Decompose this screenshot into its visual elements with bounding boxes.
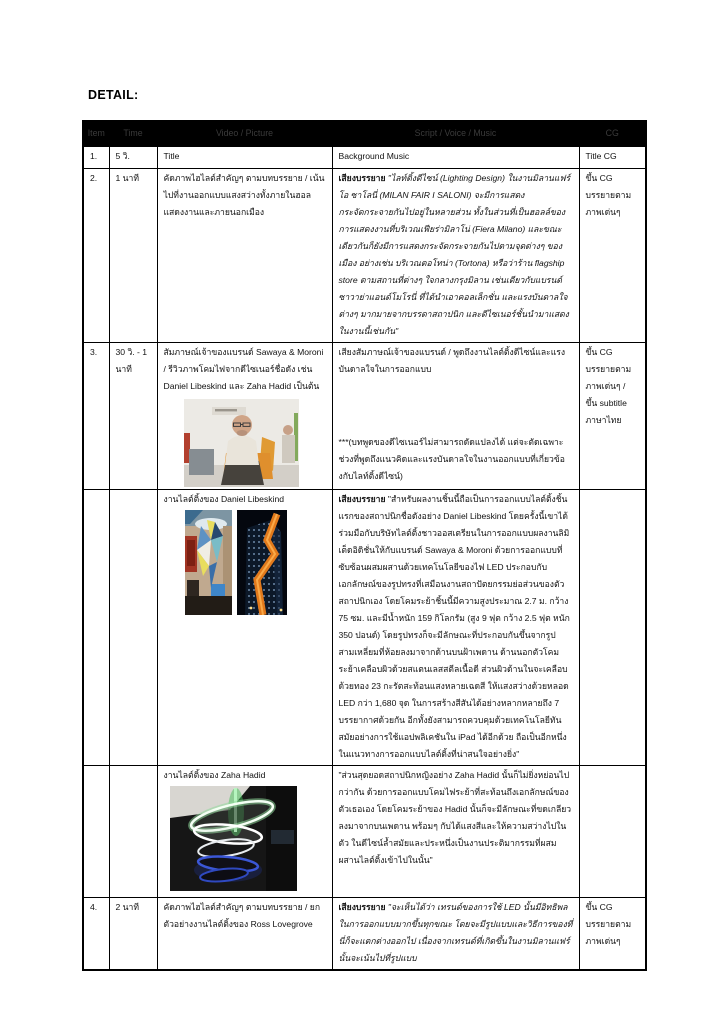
row3b-cg (579, 489, 646, 765)
narration-label: เสียงบรรยาย (338, 901, 386, 912)
row3-item: 3. (83, 342, 109, 489)
row1-script: Background Music (332, 146, 579, 168)
table-row (83, 342, 646, 489)
row3c-time (109, 765, 157, 897)
interview-photo (184, 399, 299, 487)
narration-label: เสียงบรรยาย (338, 493, 386, 504)
narration-text: "จะเห็นได้ว่า เทรนด์ของการใช้ LED นั้นมีอิทธิพลในการออกแบบมากขึ้นทุกขณะ โดยจะมีรูปแบบและวิธีการของที่นี่ก็จะแตกต่างออกไป เนื่องจากเทรนด์ที่เกิดขึ้นในงานมิลานแฟร์นั้นจะเน้นไปที่รูปแบบ (338, 901, 573, 963)
row2-script (332, 168, 579, 342)
row3b-video (157, 489, 332, 765)
editing-note: ***(บทพูดของดีไซเนอร์ไม่สามารถดัดแปลงได้ แต่จะตัดเฉพาะช่วงที่พูดถึงแนวคิดและแรงบันดาลใจในงานออกแบบที่เกี่ยวข้องกับไลท์ติ้งดีไซน์) (338, 436, 565, 481)
col-header-item: Item (83, 121, 109, 146)
row3c-video (157, 765, 332, 897)
table-row (83, 489, 646, 765)
row2-video: คัดภาพไฮไลต์สำคัญๆ ตามบทบรรยาย / เน้นไปที่งานออกแบบแสงสว่างทั้งภายในฮอลแสดงงานและภายนอกเมือง (157, 168, 332, 342)
row3c-script (332, 765, 579, 897)
row4-item: 4. (83, 897, 109, 970)
row3b-script (332, 489, 579, 765)
row1-item: 1. (83, 146, 109, 168)
narration-text: "ไลท์ติ้งดีไซน์ (Lighting Design) ในงานมิลานแฟร์ โอ ซาโลนี่ (MILAN FAIR I SALONI) จะมีการแสดงกระจัดกระจายกันไปอยู่ในหลายส่วน ทั้งในส่วนที่เป็นฮอลล์ของการแสดงงานที่บริเวณเฟียร่ามิลาโน่ (Fiera Milano) และขณะเดียวกันก็ยังมีการแสดงกระจัดกระจายกันไปตามจุดต่างๆ ของเมือง อย่างเช่น บริเวณตอโทน่า (Tortona) หรือว่าร้าน flagship store ตามสถานที่ต่างๆ ใจกลางกรุงมิลาน เช่นเดียวกับแบรนด์ซาวาย่าแอนด์โมโรนี่ ที่ได้นำเอาคอลเล็กชั่น และแรงบันดาลใจต่างๆ มากมายจากบรรดาสถาปนิก และดีไซเนอร์ชั้นนำมาแสดงในงานนี้เช่นกัน" (338, 172, 571, 336)
video-description: สัมภาษณ์เจ้าของแบรนด์ Sawaya & Moroni / รีวิวภาพโคมไฟจากดีไซเนอร์ชื่อดัง เช่น Daniel Libeskind และ Zaha Hadid เป็นต้น (163, 346, 324, 391)
col-header-time: Time (109, 121, 157, 146)
row4-script (332, 897, 579, 970)
narration-text: "ส่วนสุดยอดสถาปนิกหญิงอย่าง Zaha Hadid นั้นก็ไม่ยิ่งหย่อนไปกว่ากัน ด้วยการออกแบบโคมไฟระย้าที่สะท้อนถึงเอกลักษณ์ของตัวเธอเอง โดยโคมระย้าของ Hadid นั้นก็จะมีลักษณะที่ขดเกลียวลงมาจากบนเพดาน พร้อมๆ กับได้แสงสีและให้ความสว่างไปในตัว ในดีไซน์ล้ำสมัยและประหนึ่งเป็นงานประติมากรรมที่ผสมผสานไลต์ติ้งเข้าไปในนั้น" (338, 769, 572, 865)
libeskind-tower-photo (237, 510, 287, 615)
col-header-cg: CG (579, 121, 646, 146)
row3-script (332, 342, 579, 489)
row1-video: Title (157, 146, 332, 168)
row3b-item (83, 489, 109, 765)
row1-cg: Title CG (579, 146, 646, 168)
row3-time: 30 วิ. - 1 นาที (109, 342, 157, 489)
row4-cg: ขึ้น CG บรรยายตามภาพเด่นๆ (579, 897, 646, 970)
row3b-time (109, 489, 157, 765)
row3-video (157, 342, 332, 489)
row3c-cg (579, 765, 646, 897)
row2-time: 1 นาที (109, 168, 157, 342)
row1-time: 5 วิ. (109, 146, 157, 168)
hadid-caption: งานไลต์ติ้งของ Zaha Hadid (163, 769, 266, 780)
col-header-video-picture: Video / Picture (157, 121, 332, 146)
table-row (83, 146, 646, 168)
table-header-row (83, 121, 646, 146)
col-header-script-voice-music: Script / Voice / Music (332, 121, 579, 146)
table-row (83, 765, 646, 897)
page-title: DETAIL: (88, 88, 139, 102)
narration-text: "สำหรับผลงานชิ้นนี้ถือเป็นการออกแบบไลต์ติ้งชิ้นแรกของสถาปนิกชื่อดังอย่าง Daniel Libeskind โดยครั้งนี้เขาได้ร่วมมือกับบริษัทไลต์ติ้งชาวออสเตรียนในการออกแบบผลงานลิมิเต็ดอิดิชั่นให้กับแบรนด์ Sawaya & Moroni ด้วยการออกแบบที่ซับซ้อนผสมผสานด้วยเทคโนโลยีของไฟ LED ประกอบกับเอกลักษณ์ของรูปทรงที่เสมือนงานสถาปัตยกรรมย่อส่วนของตัวสถาปนิกเอง โดยโคมระย้าชิ้นนี้มีความสูงประมาณ 2.7 ม. กว้าง 75 ซม. และมีน้ำหนัก 159 กิโลกรัม (สูง 9 ฟุต กว้าง 2.5 ฟุต หนัก 350 ปอนด์) โดยรูปทรงก็จะมีลักษณะที่ประกอบกันขึ้นจากรูปสามเหลี่ยมที่ห้อยลงมาจากด้านบนฝ้าเพดาน ด้านนอกตัวโคมระย้าเคลือบผิวด้วยสแตนเลสสตีลเนื้อดี ส่วนผิวด้านในจะเคลือบด้วยทอง 23 กะรัตสะท้อนแสงหลายเฉดสี ให้แสงสว่างด้วยหลอด LED กว่า 1,680 จุด ในการสร้างสีสันได้อย่างหลากหลายถึง 7 บรรยากาศด้วยกัน อีกทั้งยังสามารถควบคุมด้วยเทคโนโลยีทันสมัยอย่างการใช้แอปพลิเคชันใน iPad ได้อีกด้วย ถือเป็นอีกหนึ่งในแนวทางการออกแบบไลต์ติ้งที่น่าสนใจอย่างยิ่ง" (338, 493, 570, 759)
row2-cg: ขึ้น CG บรรยายตามภาพเด่นๆ (579, 168, 646, 342)
narration-label: เสียงบรรยาย (338, 172, 386, 183)
hadid-chandelier-photo (170, 786, 297, 891)
interview-audio-note: เสียงสัมภาษณ์เจ้าของแบรนด์ / พูดถึงงานไลต์ติ้งดีไซน์และแรงบันดาลใจในการออกแบบ (338, 346, 566, 374)
table-row (83, 897, 646, 970)
row3-cg: ขึ้น CG บรรยายตามภาพเด่นๆ / ขึ้น subtitle ภาษาไทย (579, 342, 646, 489)
storyboard-table (82, 120, 647, 971)
row2-item: 2. (83, 168, 109, 342)
row4-time: 2 นาที (109, 897, 157, 970)
libeskind-caption: งานไลต์ติ้งของ Daniel Libeskind (163, 493, 285, 504)
row4-video: คัดภาพไฮไลต์สำคัญๆ ตามบทบรรยาย / ยกตัวอย่างงานไลต์ติ้งของ Ross Lovegrove (157, 897, 332, 970)
row3c-item (83, 765, 109, 897)
table-row (83, 168, 646, 342)
libeskind-chandelier-photo (185, 510, 232, 615)
